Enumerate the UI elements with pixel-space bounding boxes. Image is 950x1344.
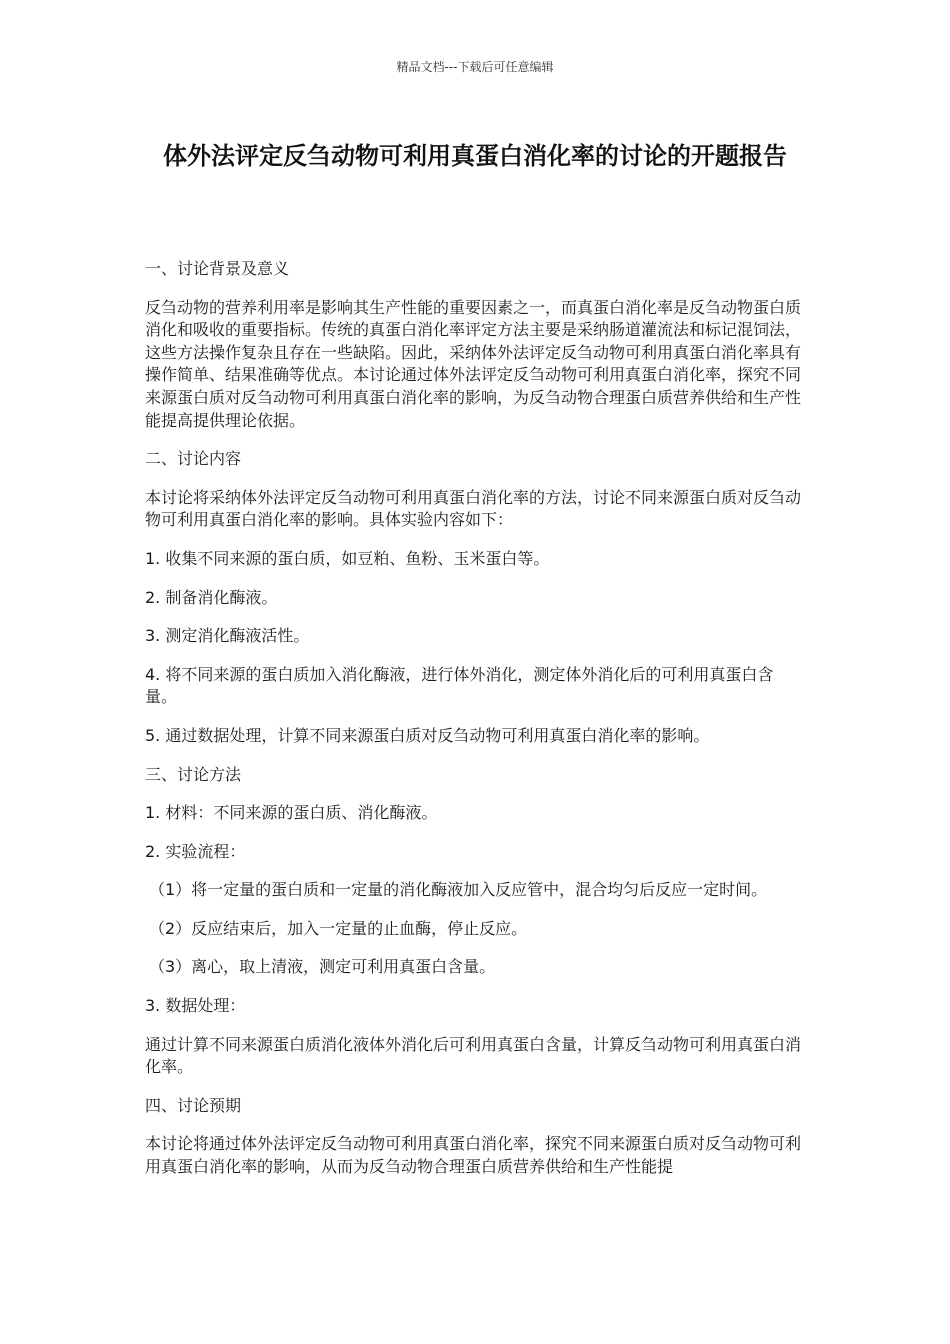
header-note: 精品文档---下载后可任意编辑 xyxy=(396,60,554,74)
list-item-method-1: 1. 材料：不同来源的蛋白质、消化酶液。 xyxy=(145,803,438,823)
paragraph-content-intro: 本讨论将采纳体外法评定反刍动物可利用真蛋白消化率的方法，讨论不同来源蛋白质对反刍动物可利用真蛋白消化率的影响。具体实验内容如下： xyxy=(145,487,802,530)
list-item-content-2: 2. 制备消化酶液。 xyxy=(145,587,278,607)
section-heading-method: 三、讨论方法 xyxy=(145,764,242,784)
section-heading-expectation: 四、讨论预期 xyxy=(145,1095,242,1115)
list-item-method-3: 3. 数据处理： xyxy=(145,996,246,1016)
paragraph-background: 反刍动物的营养利用率是影响其生产性能的重要因素之一，而真蛋白消化率是反刍动物蛋白质消化和吸收的重要指标。传统的真蛋白消化率评定方法主要是采纳肠道灌流法和标记混饲法，这些方法操作复杂且存在一些缺陷。因此，采纳体外法评定反刍动物可利用真蛋白消化率具有操作简单、结果准确等优点。本讨论通过体外法评定反刍动物可利用真蛋白消化率，探究不同来源蛋白质对反刍动物可利用真蛋白消化率的影响，为反刍动物合理蛋白质营养供给和生产性能提高提供理论依据。 xyxy=(145,297,802,430)
document-body xyxy=(145,258,805,1179)
section-heading-background: 一、讨论背景及意义 xyxy=(145,259,290,278)
sub-item-procedure-2: （2）反应结束后，加入一定量的止血酶，停止反应。 xyxy=(149,918,528,938)
list-item-content-1: 1. 收集不同来源的蛋白质，如豆粕、鱼粉、玉米蛋白等。 xyxy=(145,548,550,568)
list-item-method-2: 2. 实验流程： xyxy=(145,841,246,861)
paragraph-expectation: 本讨论将通过体外法评定反刍动物可利用真蛋白消化率，探究不同来源蛋白质对反刍动物可利用真蛋白消化率的影响，从而为反刍动物合理蛋白质营养供给和生产性能提 xyxy=(145,1134,802,1177)
section-heading-content: 二、讨论内容 xyxy=(145,449,242,469)
document-title: 体外法评定反刍动物可利用真蛋白消化率的讨论的开题报告 xyxy=(163,142,787,170)
paragraph-data-processing: 通过计算不同来源蛋白质消化液体外消化后可利用真蛋白含量，计算反刍动物可利用真蛋白消化率。 xyxy=(145,1034,802,1077)
list-item-content-5: 5. 通过数据处理，计算不同来源蛋白质对反刍动物可利用真蛋白消化率的影响。 xyxy=(145,725,710,745)
list-item-content-3: 3. 测定消化酶液活性。 xyxy=(145,626,310,646)
sub-item-procedure-1: （1）将一定量的蛋白质和一定量的消化酶液加入反应管中，混合均匀后反应一定时间。 xyxy=(149,880,768,900)
list-item-content-4: 4. 将不同来源的蛋白质加入消化酶液，进行体外消化，测定体外消化后的可利用真蛋白含量。 xyxy=(145,664,774,707)
sub-item-procedure-3: （3）离心，取上清液，测定可利用真蛋白含量。 xyxy=(149,957,496,977)
